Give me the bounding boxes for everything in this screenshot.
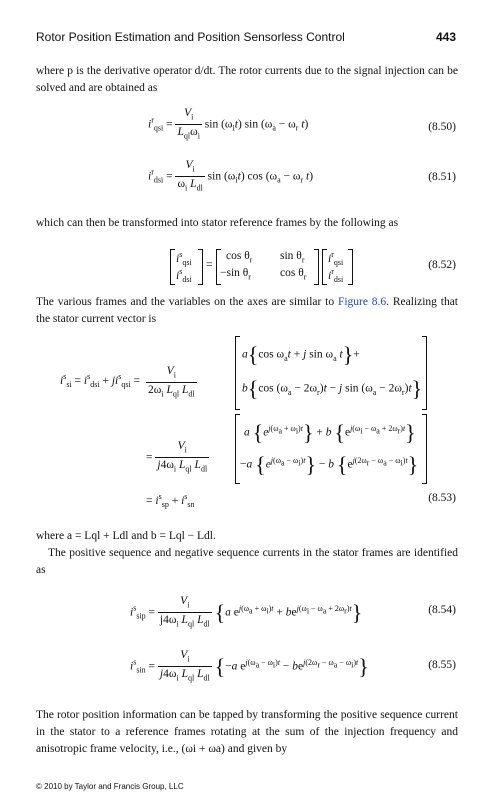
running-header: [36, 30, 456, 48]
paragraph-rotor-position: The rotor position information can be tapped by transforming the positive sequence current in the stator to a reference frames rotating at the sum of the injection frequency and anisotropic frame velocity, i.e., (ωi + ωa) and given by: [36, 709, 458, 755]
equation-number: (8.55): [428, 659, 456, 671]
equation-8-55: $i^s_{sin}$ = $\frac{V_i}{j4\omega_i L_{ql} L_{dl}}$ {−a $e^{j(\omega_a - \omega_i)t} - be^{j(2\omega_r - \omega_a - \omega_i)t}$}: [130, 649, 369, 683]
equation-number: (8.52): [428, 259, 456, 271]
paragraph-sequences: The positive sequence and negative sequence currents in the stator frames are identified as: [36, 547, 458, 576]
page-number: 443: [435, 30, 456, 44]
equation-number: (8.51): [428, 171, 456, 183]
equation-8-52: $i^s_{qsi}$ $i^s_{dsi}$ = $\cos \theta_r$ $\sin \theta_r$ −sin $\theta_r$ $\cos \theta_r$ $i^r_{qsi}$ $i^r_{dsi}$: [170, 247, 350, 287]
paragraph-text: The various frames and the variables on the axes are similar to: [36, 296, 338, 308]
equation-8-50: $i^r_{qsi}$ = $\frac{V_i}{L_{ql}\omega_i}$ $\sin (\omega_it)$ $\sin (\omega_a - \omega_r$ t): [148, 107, 309, 141]
equation-8-54: $i^s_{sip}$ = $\frac{V_i}{j4\omega_i L_{ql} L_{dl}}$ {a $e^{j(\omega_a + \omega_i)t} + be^{j(\omega_i - \omega_a + 2\omega_r)t}$}: [130, 595, 363, 629]
figure-link[interactable]: Figure 8.6: [337, 296, 387, 308]
equation-number: (8.54): [428, 604, 456, 616]
copyright-footer: © 2010 by Taylor and Francis Group, LLC: [36, 782, 184, 791]
paragraph-intro: where p is the derivative operator d/dt. The rotor currents due to the signal injection can be solved and are obtained as: [36, 65, 458, 94]
equation-number: (8.50): [428, 121, 456, 133]
chapter-title: Rotor Position Estimation and Position Sensorless Control: [36, 30, 345, 44]
paragraph-transform: which can then be transformed into stator reference frames by the following as: [36, 217, 399, 229]
equation-8-51: $i^r_{dsi}$ = $\frac{V_i}{\omega_i L_{dl}}$ $\sin (\omega_it)$ $\cos (\omega_a - \omega_r$ t): [148, 159, 314, 193]
paragraph-where: where a = Lql + Ldl and b = Lql − Ldl.: [36, 530, 216, 542]
equation-number: (8.53): [428, 492, 456, 504]
equation-8-53: $i^s_{si} = i^s_{dsi} + ji^s_{qsi}$ = $\frac{V_i}{2\omega_i L_{ql} L_{dl}}$ a{cos $\omega_at + j$ $\sin \omega_a$ t}+ b{cos $(\omega_a - 2\omega_r)t - j$ $\sin (\omega_a - 2\omega_r)t$} = $\frac{V_i}{j4\omega_i L_{ql} L_{dl}}$ a $\{e^{j(\omega_a + \omega_i)t}\} + b$ $\{e^{j(\omega_i - \omega_a + 2\omega_r)t}\}$ −a $\{e^{j(\omega_a - \omega_i)t}\} - b$ $\{e^{j(2\omega_r - \omega_a - \omega_i)t}\}$ = $i^s_{sp} + i^s_{sn}$: [60, 336, 430, 506]
paragraph-text: . Realizing that the stator current vector is: [36, 296, 458, 325]
paragraph-stator-current: [36, 294, 458, 328]
